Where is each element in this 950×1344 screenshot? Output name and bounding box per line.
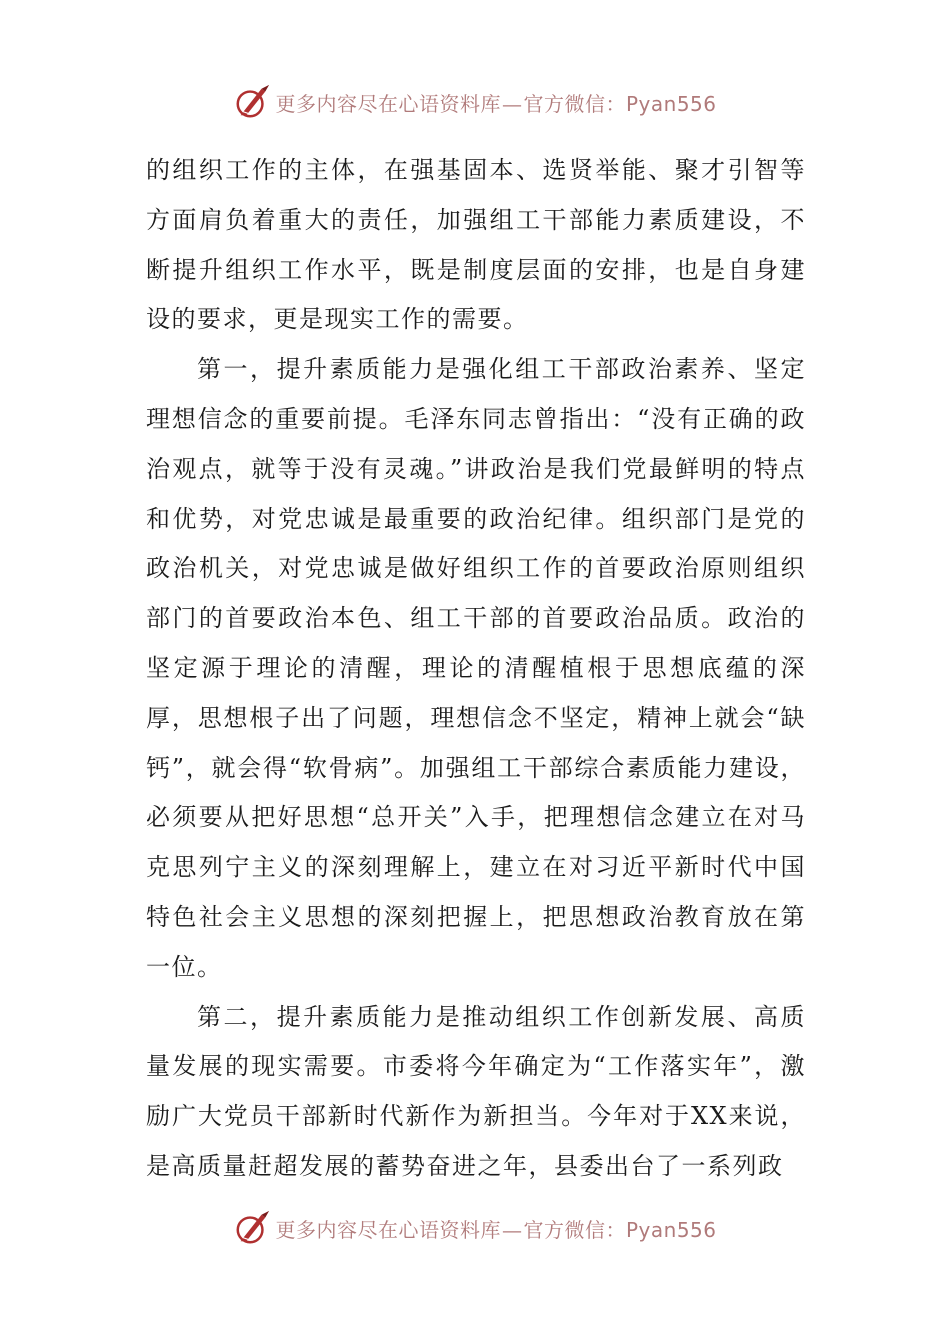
document-body [146, 146, 806, 1192]
paragraph-2: 第一，提升素质能力是强化组工干部政治素养、坚定理想信念的重要前提。毛泽东同志曾指出：“没有正确的政治观点，就等于没有灵魂。”讲政治是我们党最鲜明的特点和优势，对党忠诚是最重要的政治纪律。组织部门是党的政治机关，对党忠诚是做好组织工作的首要政治原则组织部门的首要政治本色、组工干部的首要政治品质。政治的坚定源于理论的清醒，理论的清醒植根于思想底蕴的深厚，思想根子出了问题，理想信念不坚定，精神上就会“缺钙”，就会得“软骨病”。加强组工干部综合素质能力建设，必须要从把好思想“总开关”入手，把理想信念建立在对马克思列宁主义的深刻理解上，建立在对习近平新时代中国特色社会主义思想的深刻把握上，把思想政治教育放在第一位。 [146, 355, 806, 981]
quill-pen-icon [233, 1209, 271, 1247]
watermark-label: 更多内容尽在心语资料库—官方微信：Pyan556 [275, 1217, 717, 1242]
watermark-label: 更多内容尽在心语资料库—官方微信：Pyan556 [275, 91, 717, 116]
watermark-footer [0, 1206, 950, 1250]
watermark-header [0, 80, 950, 124]
quill-pen-icon [233, 83, 271, 121]
paragraph-3: 第二，提升素质能力是推动组织工作创新发展、高质量发展的现实需要。市委将今年确定为“工作落实年”，激励广大党员干部新时代新作为新担当。今年对于XX来说，是高质量赶超发展的蓄势奋进之年，县委出台了一系列政 [146, 1002, 806, 1180]
paragraph-1: 的组织工作的主体，在强基固本、选贤举能、聚才引智等方面肩负着重大的责任，加强组工干部能力素质建设，不断提升组织工作水平，既是制度层面的安排，也是自身建设的要求，更是现实工作的需要。 [146, 156, 806, 334]
